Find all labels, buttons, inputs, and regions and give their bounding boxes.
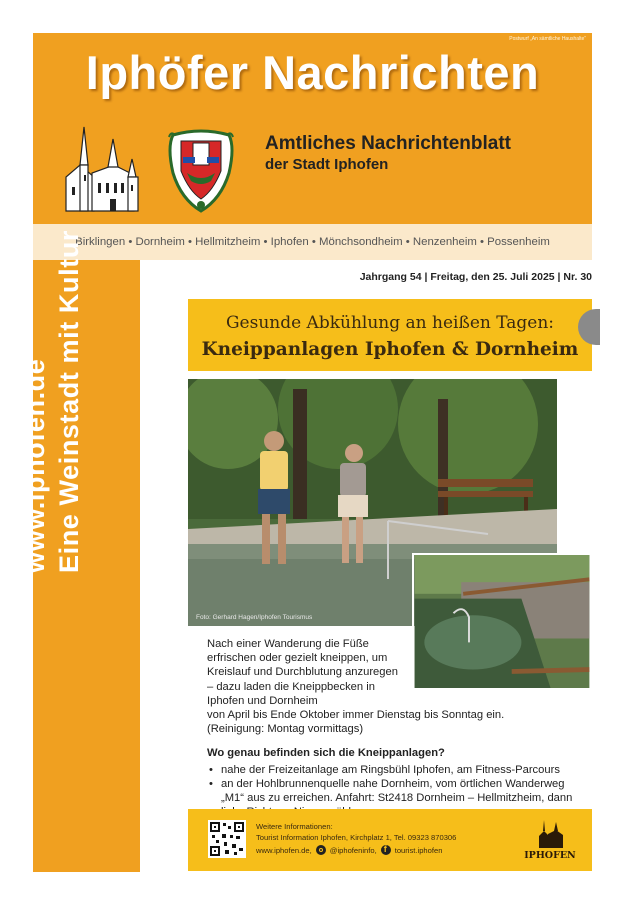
town-coat-of-arms-icon: [163, 129, 239, 215]
subtitle-town: der Stadt Iphofen: [265, 156, 389, 173]
footer-facebook-link[interactable]: tourist.iphofen: [394, 845, 443, 855]
postal-note: Postwurf „An sämtliche Haushalte“: [509, 36, 586, 42]
footer-address: Tourist Information Iphofen, Kirchplatz 1, Tel. 09323 870306: [256, 833, 457, 842]
article-body: [207, 637, 587, 819]
footer-links: [256, 845, 442, 855]
iphofen-logo-text: IPHOFEN: [524, 850, 576, 861]
sidebar-website: www.iphofen.de: [20, 358, 50, 573]
banner-headline-1: Gesunde Abkühlung an heißen Tagen:: [225, 313, 555, 333]
qr-code-icon[interactable]: [208, 820, 246, 858]
banner-headline-2: Kneippanlagen Iphofen & Dornheim: [201, 339, 579, 360]
village-list: Birklingen • Dornheim • Hellmitzheim • Iphofen • Mönchsondheim • Nenzenheim • Possenheim: [33, 224, 592, 260]
issue-info: Jahrgang 54 | Freitag, den 25. Juli 2025 | Nr. 30: [359, 271, 592, 283]
iphofen-logo-icon: [536, 818, 566, 848]
list-item: • nahe der Freizeitanlage am Ringsbühl Iphofen, am Fitness-Parcours: [221, 763, 587, 777]
subtitle-official-bulletin: Amtliches Nachrichtenblatt: [265, 133, 511, 154]
intro-text: Nach einer Wanderung die Füße erfrischen oder gezielt kneippen, um Kreislauf und Durchblutung anzuregen – dazu laden die Kneippbecken in Iphofen und Dornheim: [207, 638, 398, 707]
newspaper-title: Iphöfer Nachrichten: [85, 46, 540, 99]
masthead: [33, 33, 592, 224]
facebook-icon: [381, 845, 391, 855]
sidebar-slogan: [19, 23, 89, 573]
location-question: Wo genau befinden sich die Kneippanlagen?: [207, 747, 445, 760]
article-banner: [188, 299, 592, 371]
sidebar-tagline: Eine Weinstadt mit Kultur: [54, 229, 84, 573]
footer-heading: Weitere Informationen:: [256, 822, 333, 831]
footer-website-link[interactable]: www.iphofen.de,: [256, 845, 312, 855]
cleaning-note: (Reinigung: Montag vormittags): [207, 723, 364, 736]
instagram-icon: [316, 845, 326, 855]
info-footer: [188, 809, 592, 871]
intro-continued: von April bis Ende Oktober immer Dienstag bis Sonntag ein.: [207, 709, 505, 722]
footer-instagram-link[interactable]: @iphofeninfo,: [329, 845, 377, 855]
list-item: • an der Hohlbrunnenquelle nahe Dornheim, vom örtlichen Wanderweg „M1“ aus zu erreichen. Anfahrt: St2418 Dornheim – Hellmitzheim, dann: [221, 777, 587, 820]
photo-credit: Foto: Gerhard Hagen/Iphofen Tourismus: [196, 614, 313, 621]
